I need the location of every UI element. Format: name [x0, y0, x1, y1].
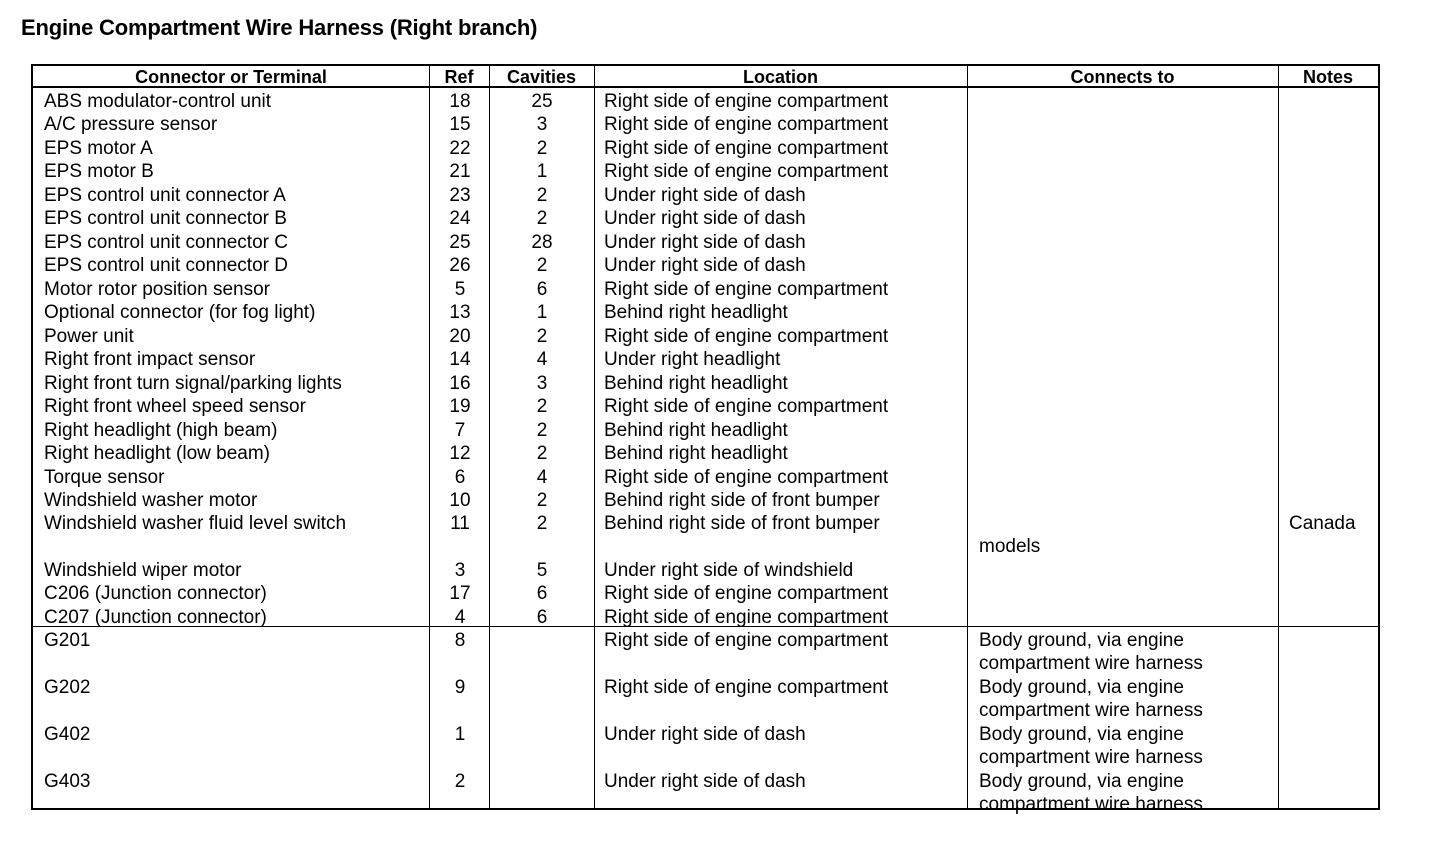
location-text: Behind right headlight [604, 420, 788, 441]
table-row [33, 113, 1378, 136]
ref-number: 12 [449, 443, 471, 464]
table-row [33, 137, 1378, 160]
connects-to-text: Body ground, via engine [979, 630, 1184, 651]
ref-number: 2 [454, 771, 466, 792]
connector-name: EPS motor A [44, 138, 153, 159]
ref-number: 11 [450, 513, 470, 534]
ground-row [33, 629, 1378, 675]
cavities-count: 2 [536, 208, 548, 229]
table-row [33, 160, 1378, 183]
connector-name: Right headlight (low beam) [44, 443, 271, 464]
ground-name: G202 [44, 677, 91, 698]
table-row [33, 395, 1378, 418]
connector-name: A/C pressure sensor [44, 114, 218, 135]
location-text: Right side of engine compartment [604, 279, 889, 300]
table-row [33, 348, 1378, 371]
cavities-count: 25 [531, 91, 553, 112]
ground-name: G403 [44, 771, 91, 792]
location-text: Right side of engine compartment [604, 114, 889, 135]
ref-number: 26 [449, 255, 471, 276]
location-text: Under right side of dash [604, 208, 806, 229]
location-text: Behind right headlight [604, 443, 788, 464]
ref-number: 18 [449, 91, 471, 112]
table-row [33, 606, 1378, 629]
ref-number: 22 [449, 138, 471, 159]
connector-name: EPS control unit connector C [44, 232, 288, 253]
connector-name: Motor rotor position sensor [44, 279, 270, 300]
connector-name: Optional connector (for fog light) [44, 302, 316, 323]
cavities-count: 2 [536, 443, 548, 464]
ground-row [33, 676, 1378, 722]
cavities-count: 2 [536, 513, 548, 534]
header-connector: Connector or Terminal [135, 67, 327, 87]
ref-number: 25 [449, 232, 471, 253]
table-row [33, 489, 1378, 512]
connects-to-text: compartment wire harness [979, 794, 1203, 815]
cavities-count: 2 [536, 185, 548, 206]
table-row [33, 231, 1378, 254]
cavities-count: 2 [536, 326, 548, 347]
location-text: Under right side of dash [604, 255, 806, 276]
cavities-count: 2 [536, 396, 548, 417]
location-text: Behind right headlight [604, 302, 788, 323]
ref-number: 20 [449, 326, 471, 347]
connects-to-text: compartment wire harness [979, 653, 1203, 674]
cavities-count: 6 [536, 583, 548, 604]
table-row [33, 278, 1378, 301]
table-row [33, 325, 1378, 348]
cavities-count: 2 [536, 420, 548, 441]
table-row [33, 419, 1378, 442]
location-text: Right side of engine compartment [604, 677, 889, 698]
location-text: Under right side of dash [604, 232, 806, 253]
connector-name: EPS control unit connector A [44, 185, 286, 206]
location-text: Right side of engine compartment [604, 583, 889, 604]
connector-name: EPS control unit connector D [44, 255, 288, 276]
location-text: Behind right side of front bumper [604, 513, 880, 534]
table-row [33, 442, 1378, 465]
ref-number: 8 [454, 630, 466, 651]
table-row [33, 254, 1378, 277]
ref-number: 9 [454, 677, 466, 698]
connector-name: Windshield wiper motor [44, 560, 242, 581]
cavities-count: 6 [536, 607, 548, 628]
location-text: Right side of engine compartment [604, 326, 889, 347]
header-cavities: Cavities [506, 67, 577, 87]
ref-number: 19 [449, 396, 471, 417]
location-text: Right side of engine compartment [604, 396, 889, 417]
location-text: Right side of engine compartment [604, 138, 889, 159]
connects-to-text: Body ground, via engine [979, 677, 1184, 698]
connects-to-text: compartment wire harness [979, 747, 1203, 768]
table-row [33, 512, 1378, 557]
ground-row [33, 770, 1378, 816]
header-connects-to: Connects to [1070, 67, 1175, 87]
location-text: Under right side of windshield [604, 560, 854, 581]
cavities-count: 3 [536, 114, 548, 135]
table-row [33, 301, 1378, 324]
connector-name: Right headlight (high beam) [44, 420, 278, 441]
connector-name: EPS motor B [44, 161, 154, 182]
connector-name: C207 (Junction connector) [44, 607, 267, 628]
cavities-count: 2 [536, 255, 548, 276]
page-title: Engine Compartment Wire Harness (Right branch) [21, 15, 538, 40]
ref-number: 23 [449, 185, 471, 206]
connector-name: Windshield washer motor [44, 490, 258, 511]
ref-number: 15 [449, 114, 471, 135]
cavities-count: 2 [536, 138, 548, 159]
ref-number: 14 [449, 349, 471, 370]
connector-name: C206 (Junction connector) [44, 583, 267, 604]
ref-number: 21 [449, 161, 471, 182]
location-text: Under right side of dash [604, 185, 806, 206]
connector-name: Power unit [44, 326, 134, 347]
ref-number: 1 [454, 724, 466, 745]
cavities-count: 1 [536, 302, 548, 323]
notes-text: models [979, 536, 1041, 557]
table-row [33, 466, 1378, 489]
location-text: Under right side of dash [604, 724, 806, 745]
ref-number: 24 [449, 208, 471, 229]
cavities-count: 1 [536, 161, 548, 182]
location-text: Right side of engine compartment [604, 607, 889, 628]
table-row [33, 207, 1378, 230]
connector-name: Right front turn signal/parking lights [44, 373, 342, 394]
cavities-count: 4 [536, 349, 548, 370]
location-text: Right side of engine compartment [604, 161, 889, 182]
ref-number: 5 [454, 279, 466, 300]
cavities-count: 2 [536, 490, 548, 511]
ground-name: G402 [44, 724, 91, 745]
connector-name: ABS modulator-control unit [44, 91, 272, 112]
ground-row [33, 723, 1378, 769]
header-ref: Ref [444, 67, 474, 87]
notes-text: Canada [1289, 513, 1356, 534]
location-text: Right side of engine compartment [604, 630, 889, 651]
ground-name: G201 [44, 630, 91, 651]
ref-number: 3 [454, 560, 466, 581]
connects-to-text: Body ground, via engine [979, 724, 1184, 745]
table-row [33, 372, 1378, 395]
connector-name: Windshield washer fluid level switch [44, 513, 347, 534]
header-notes: Notes [1302, 67, 1353, 87]
table-row [33, 559, 1378, 582]
location-text: Behind right side of front bumper [604, 490, 880, 511]
ref-number: 4 [454, 607, 466, 628]
cavities-count: 3 [536, 373, 548, 394]
ref-number: 16 [449, 373, 471, 394]
connector-name: Right front impact sensor [44, 349, 256, 370]
connector-name: Torque sensor [44, 467, 165, 488]
cavities-count: 5 [536, 560, 548, 581]
location-text: Under right side of dash [604, 771, 806, 792]
connects-to-text: Body ground, via engine [979, 771, 1184, 792]
table-row [33, 184, 1378, 207]
connector-name: EPS control unit connector B [44, 208, 287, 229]
header-location: Location [743, 67, 818, 87]
cavities-count: 6 [536, 279, 548, 300]
ref-number: 10 [449, 490, 471, 511]
harness-table [31, 64, 1380, 815]
location-text: Behind right headlight [604, 373, 788, 394]
ref-number: 17 [449, 583, 471, 604]
table-header [33, 66, 1378, 88]
location-text: Right side of engine compartment [604, 91, 889, 112]
connects-to-text: compartment wire harness [979, 700, 1203, 721]
cavities-count: 4 [536, 467, 548, 488]
table-row [33, 582, 1378, 605]
location-text: Under right headlight [604, 349, 781, 370]
connector-name: Right front wheel speed sensor [44, 396, 306, 417]
ref-number: 6 [454, 467, 466, 488]
ref-number: 7 [454, 420, 466, 441]
table-row [33, 90, 1378, 113]
location-text: Right side of engine compartment [604, 467, 889, 488]
ref-number: 13 [449, 302, 471, 323]
cavities-count: 28 [531, 232, 553, 253]
